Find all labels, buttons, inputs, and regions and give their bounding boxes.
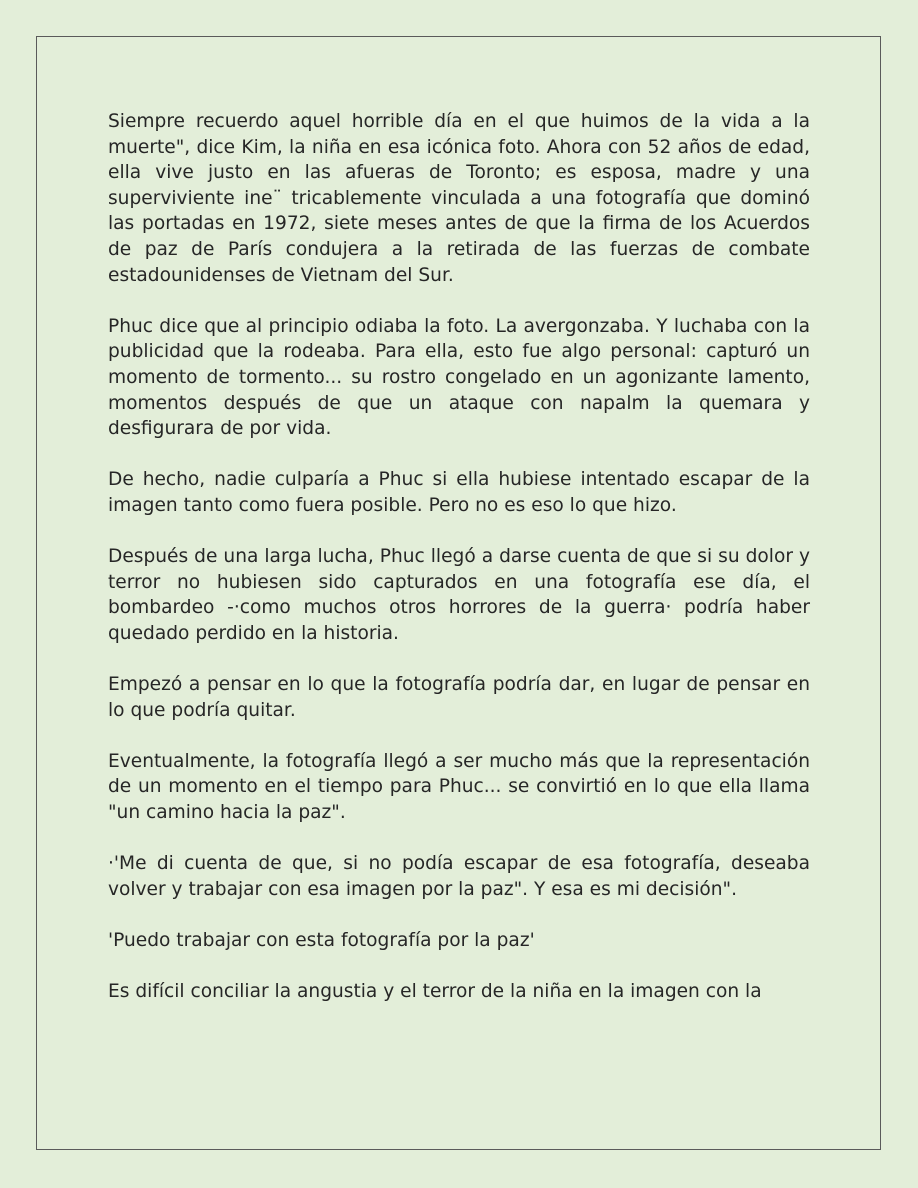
paragraph-5: Empezó a pensar en lo que la fotografía podría dar, en lugar de pensar en lo que podría quitar. (108, 674, 810, 721)
paragraph-1: Siempre recuerdo aquel horrible día en el que huimos de la vida a la muerte", dice Kim, la niña en esa icónica foto. Ahora con 52 años de edad, ella vive justo en las afueras de Toronto; es esposa, madre y una superviviente ine¨ tricablemente vinculada a una fotografía que dominó las portadas en 1972, siete meses antes de que la firma de los Acuerdos de paz de París condujera a la retirada de las fuerzas de combate estadounidenses de Vietnam del Sur. (108, 111, 810, 286)
paragraph-6: Eventualmente, la fotografía llegó a ser mucho más que la representación de un momento en el tiempo para Phuc... se convirtió en lo que ella llama "un camino hacia la paz". (108, 750, 810, 824)
paragraph-2: Phuc dice que al principio odiaba la foto. La avergonzaba. Y luchaba con la publicidad que la rodeaba. Para ella, esto fue algo personal: capturó un momento de tormento... su rostro congelado en un agonizante lamento, momentos después de que un ataque con napalm la quemara y desfigurara de por vida. (108, 315, 810, 440)
paragraph-8: 'Puedo trabajar con esta fotografía por la paz' (108, 930, 535, 951)
paragraph-4: Después de una larga lucha, Phuc llegó a darse cuenta de que si su dolor y terror no hubiesen sido capturados en una fotografía ese día, el bombardeo -·como muchos otros horrores de la guerra· podría haber quedado perdido en la historia. (108, 546, 810, 644)
paragraph-9: Es difícil conciliar la angustia y el terror de la niña en la imagen con la (108, 981, 762, 1003)
paragraph-3: De hecho, nadie culparía a Phuc si ella hubiese intentado escapar de la imagen tanto como fuera posible. Pero no es eso lo que hizo. (108, 469, 810, 516)
paragraph-7: ·'Me di cuenta de que, si no podía escapar de esa fotografía, deseaba volver y trabajar con esa imagen por la paz". Y esa es mi decisión". (108, 853, 810, 900)
document-body (108, 109, 810, 1030)
